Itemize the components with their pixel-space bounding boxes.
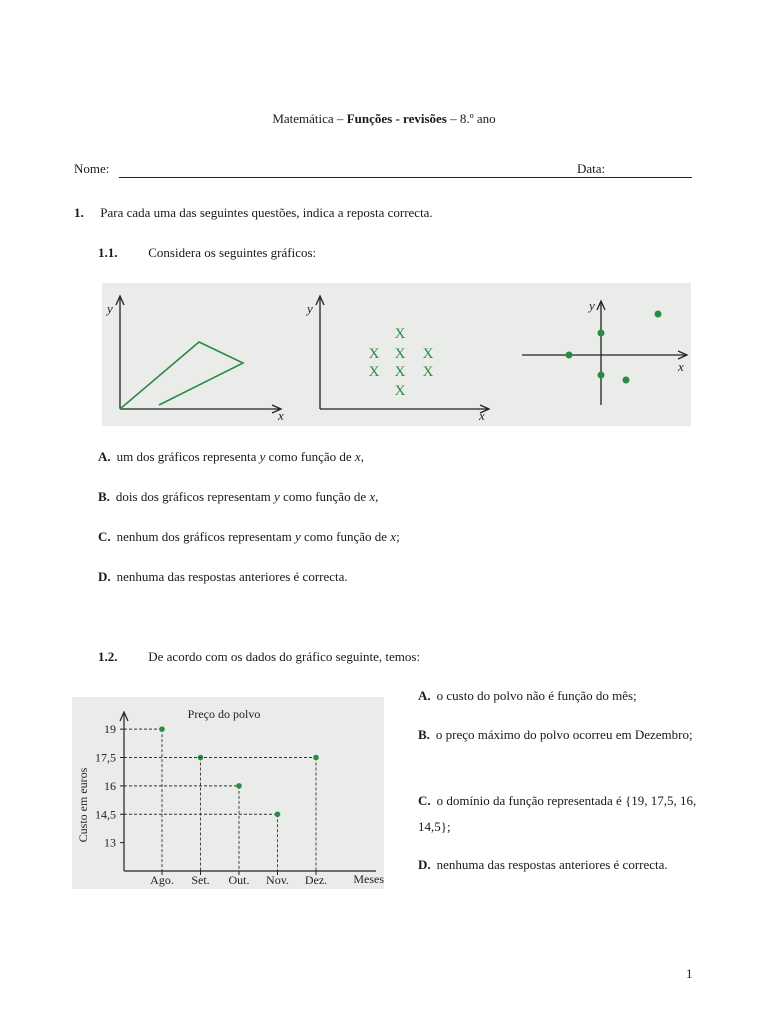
chart-x-tick-label: Out.	[228, 873, 250, 887]
chart-x-tick-label: Dez.	[304, 873, 328, 887]
chart-y-tick-label: 17,5	[95, 750, 116, 765]
price-chart	[72, 697, 384, 889]
graph-2-y-label: y	[307, 301, 313, 316]
graph-2-cross: X	[368, 364, 380, 380]
question-1-1	[98, 245, 316, 261]
graph-2-cross: X	[394, 346, 406, 362]
option-1-2-c[interactable]: C. o domínio da função representada é {19, 17,5, 16, 14,5};	[418, 793, 697, 834]
question-1-2-number: 1.2.	[98, 649, 118, 664]
question-1-text: Para cada uma das seguintes questões, indica a reposta correcta.	[100, 205, 433, 220]
graph-1-x-label: x	[278, 408, 284, 423]
graph-2-cross: X	[394, 326, 406, 342]
graph-1-y-label: y	[107, 301, 113, 316]
graph-3-point	[598, 330, 605, 337]
chart-point	[275, 811, 281, 817]
name-field[interactable]	[119, 177, 642, 178]
option-1-1-a[interactable]: A. um dos gráficos representa y como função de x,	[98, 449, 364, 464]
chart-title: Preço do polvo	[187, 707, 261, 721]
option-1-1-b[interactable]: B. dois dos gráficos representam y como função de x,	[98, 489, 379, 504]
option-1-1-c[interactable]: C. nenhum dos gráficos representam y como função de x;	[98, 529, 400, 544]
chart-point	[236, 783, 242, 789]
question-1	[74, 205, 433, 221]
name-label: Nome:	[74, 161, 110, 176]
graph-3-x-label: x	[678, 359, 684, 374]
question-1-2	[98, 649, 420, 665]
graph-2-cross: X	[368, 346, 380, 362]
chart-y-tick-label: 13	[104, 835, 116, 850]
page-number: 1	[686, 966, 693, 981]
graphs-figure	[102, 283, 691, 426]
graph-2-cross: X	[394, 383, 406, 399]
question-1-1-text: Considera os seguintes gráficos:	[148, 245, 317, 260]
chart-y-label: Custo em euros	[76, 767, 90, 843]
question-1-number: 1.	[74, 205, 84, 220]
option-1-1-d[interactable]: D. nenhuma das respostas anteriores é correcta.	[98, 569, 348, 584]
graph-3-y-label: y	[589, 298, 595, 313]
question-1-1-number: 1.1.	[98, 245, 118, 260]
chart-background	[72, 697, 384, 889]
graph-2-cross: X	[422, 364, 434, 380]
graph-3-point	[655, 311, 662, 318]
chart-x-tick-label: Set.	[191, 873, 210, 887]
chart-x-tick-label: Nov.	[266, 873, 289, 887]
question-1-2-text: De acordo com os dados do gráfico seguinte, temos:	[148, 649, 421, 664]
worksheet-title: Matemática – Funções - revisões – 8.º ano	[272, 111, 496, 126]
graph-3-point	[566, 352, 573, 359]
graph-2-cross: X	[394, 364, 406, 380]
option-1-2-a[interactable]: A. o custo do polvo não é função do mês;	[418, 688, 637, 703]
chart-y-tick-label: 19	[104, 722, 116, 737]
option-1-2-b[interactable]: B. o preço máximo do polvo ocorreu em Dezembro;	[418, 727, 693, 742]
chart-point	[159, 726, 165, 732]
chart-x-tick-label: Ago.	[150, 873, 174, 887]
date-field[interactable]	[613, 177, 692, 178]
graph-2-x-label: x	[479, 408, 485, 423]
chart-y-tick-label: 16	[104, 778, 116, 793]
graph-3-point	[623, 377, 630, 384]
title-topic: Funções - revisões	[346, 111, 447, 126]
chart-y-tick-label: 14,5	[95, 807, 116, 822]
graph-3-point	[598, 372, 605, 379]
chart-x-label: Meses	[353, 872, 384, 886]
option-1-2-d[interactable]: D. nenhuma das respostas anteriores é correcta.	[418, 857, 668, 872]
date-label: Data:	[577, 161, 606, 176]
graph-2-cross: X	[422, 346, 434, 362]
chart-point	[313, 755, 319, 761]
